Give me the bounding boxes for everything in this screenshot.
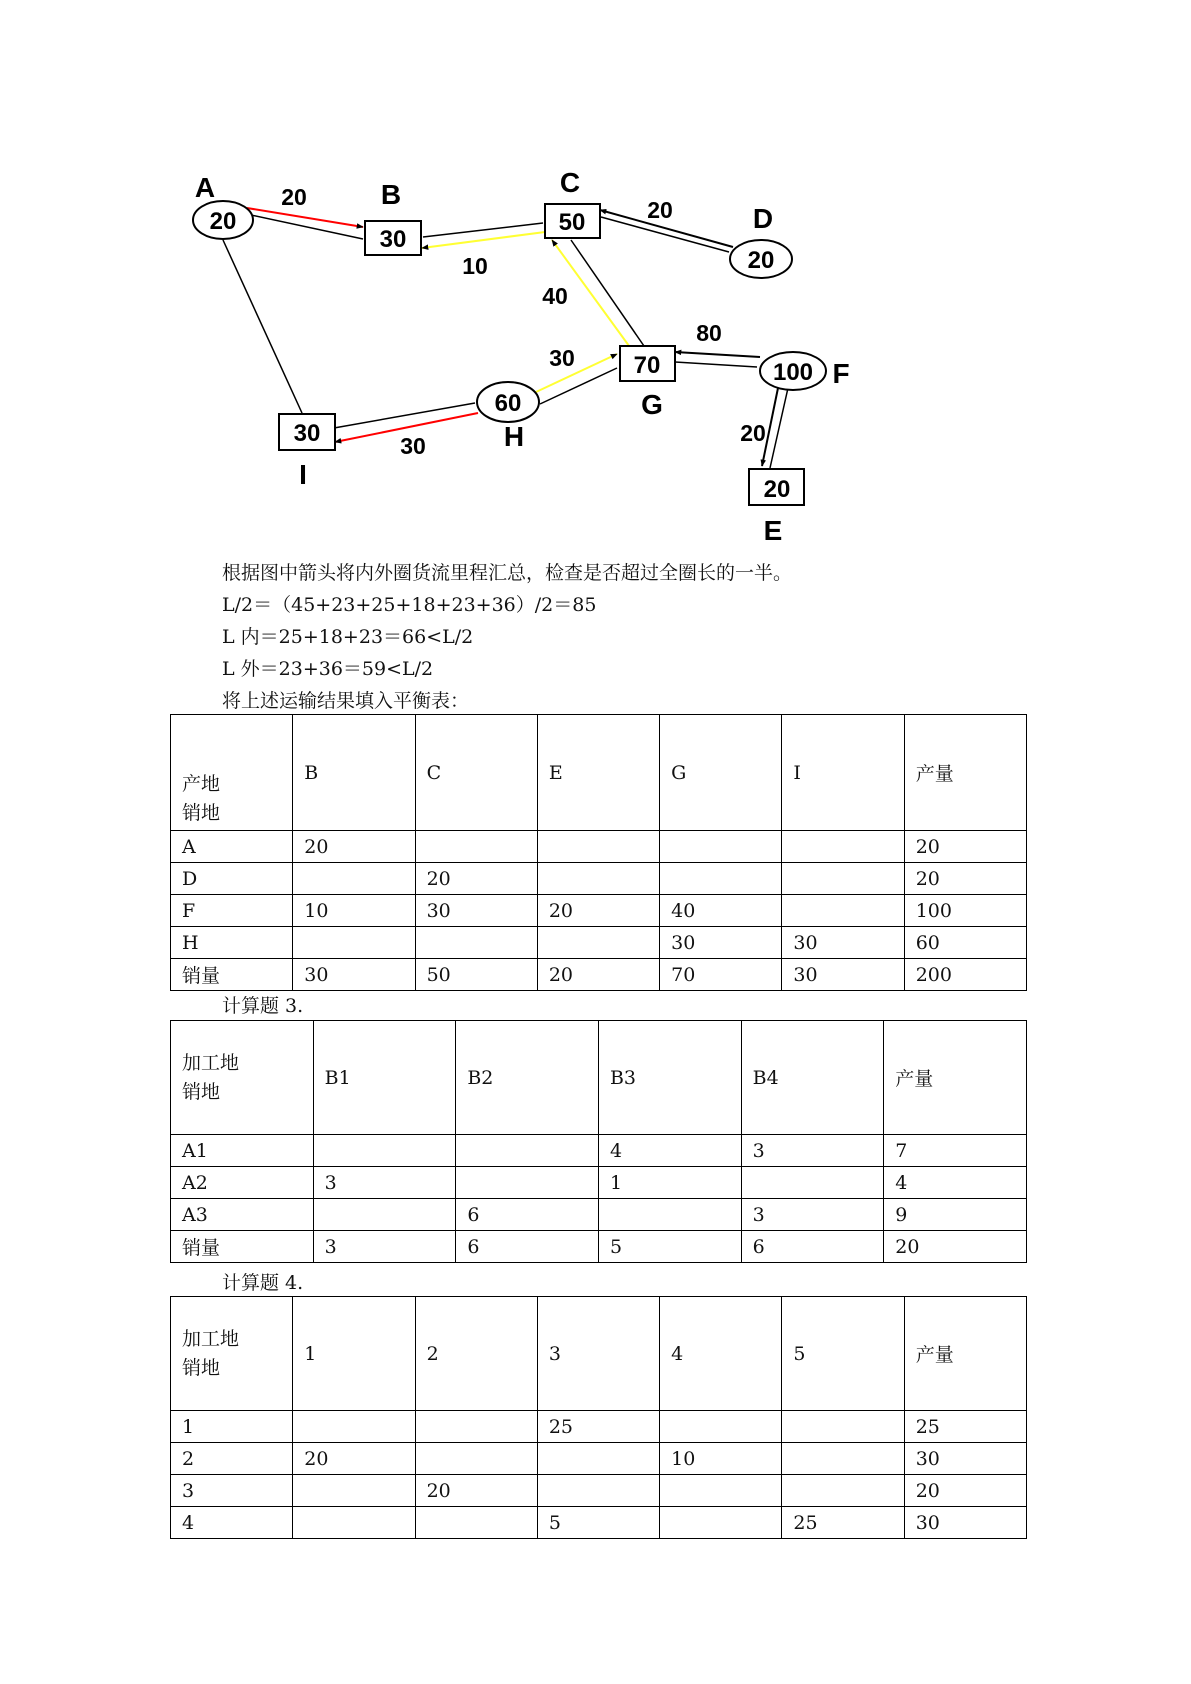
- balance-table-2: [170, 1020, 1027, 1263]
- table-cell: 50: [415, 959, 537, 991]
- node-A-value: 20: [209, 208, 237, 235]
- table-cell: 3: [741, 1199, 884, 1231]
- table-cell: 4: [598, 1135, 741, 1167]
- node-D: [730, 203, 792, 278]
- distance-B-C: 10: [462, 253, 488, 279]
- corner-origin-label: 加工地: [182, 1051, 240, 1074]
- node-H-label: H: [503, 421, 525, 452]
- column-header: 产量: [904, 715, 1026, 831]
- table-cell: 6: [741, 1231, 884, 1263]
- table-cell: [741, 1167, 884, 1199]
- table-cell: F: [171, 895, 293, 927]
- road-G-H: [540, 368, 617, 404]
- table-cell: [415, 1507, 537, 1539]
- column-header: 产量: [884, 1021, 1027, 1135]
- table-cell: [782, 895, 904, 927]
- node-H-value: 60: [494, 390, 522, 417]
- node-B: [365, 179, 421, 255]
- distance-H-I: 30: [400, 433, 426, 459]
- node-B-value: 30: [379, 226, 407, 253]
- balance-table-3: [170, 1296, 1027, 1539]
- table-corner-cell: [171, 715, 293, 831]
- corner-origin-label: 产地: [182, 773, 221, 795]
- table-cell: 100: [904, 895, 1026, 927]
- table-row: [171, 1507, 1027, 1539]
- table-row: [171, 831, 1027, 863]
- distance-A-B: 20: [281, 184, 307, 210]
- table-cell: [293, 1507, 415, 1539]
- table-cell: [537, 1475, 659, 1507]
- formula-half-length: L/2＝（45+23+25+18+23+36）/2＝85: [222, 594, 597, 616]
- table-cell: 1: [171, 1411, 293, 1443]
- table-cell: 20: [904, 831, 1026, 863]
- table-cell: 6: [456, 1231, 599, 1263]
- table-cell: [456, 1135, 599, 1167]
- heading-problem-3: 计算题 3.: [222, 995, 304, 1017]
- road-C-G: [571, 240, 644, 346]
- node-F-label: F: [832, 358, 850, 389]
- table-cell: [293, 1475, 415, 1507]
- table-cell: 25: [537, 1411, 659, 1443]
- column-header: B2: [456, 1021, 599, 1135]
- table-cell: 20: [537, 959, 659, 991]
- distance-F-E: 20: [740, 420, 766, 446]
- table-cell: 4: [884, 1167, 1027, 1199]
- table-header-row: [171, 1297, 1027, 1411]
- column-header: B4: [741, 1021, 884, 1135]
- table-cell: A3: [171, 1199, 314, 1231]
- table-cell: 20: [293, 1443, 415, 1475]
- table-cell: 20: [904, 1475, 1026, 1507]
- distance-C-D: 20: [647, 197, 673, 223]
- distance-C-G: 40: [542, 283, 568, 309]
- flow-F-to-G: [675, 352, 760, 357]
- node-E-label: E: [763, 515, 783, 546]
- table-cell: [313, 1199, 456, 1231]
- road-A-I: [223, 240, 302, 413]
- balance-table-1: [170, 714, 1027, 991]
- table-cell: [782, 831, 904, 863]
- table-cell: 10: [660, 1443, 782, 1475]
- node-H: [477, 382, 539, 452]
- table-cell: 销量: [171, 959, 293, 991]
- table-cell: [660, 1507, 782, 1539]
- table-cell: [456, 1167, 599, 1199]
- node-C-label: C: [559, 167, 581, 198]
- table-corner-cell: [171, 1021, 314, 1135]
- node-C: [545, 167, 600, 238]
- column-header: 5: [782, 1297, 904, 1411]
- table-cell: 30: [904, 1443, 1026, 1475]
- node-G-label: G: [641, 389, 663, 420]
- corner-destination-label: 销地: [182, 1356, 221, 1379]
- table-row: [171, 1167, 1027, 1199]
- table-cell: 30: [415, 895, 537, 927]
- distance-G-H: 30: [549, 345, 575, 371]
- table-cell: [415, 1443, 537, 1475]
- table-cell: [293, 927, 415, 959]
- table-header-row: [171, 1021, 1027, 1135]
- table-cell: 9: [884, 1199, 1027, 1231]
- table-row: [171, 1411, 1027, 1443]
- table-cell: 20: [537, 895, 659, 927]
- road-H-I: [334, 403, 475, 428]
- corner-destination-label: 销地: [182, 802, 221, 824]
- column-header: B: [293, 715, 415, 831]
- table-cell: 3: [171, 1475, 293, 1507]
- node-G: [620, 346, 675, 420]
- table-cell: [782, 863, 904, 895]
- table-cell: 3: [313, 1231, 456, 1263]
- table-cell: [537, 831, 659, 863]
- column-header: I: [782, 715, 904, 831]
- table-cell: 30: [660, 927, 782, 959]
- table-cell: A2: [171, 1167, 314, 1199]
- table-cell: [313, 1135, 456, 1167]
- node-A: [193, 172, 253, 239]
- table-row: [171, 895, 1027, 927]
- table-cell: A: [171, 831, 293, 863]
- heading-problem-4: 计算题 4.: [222, 1272, 304, 1294]
- table-cell: [415, 1411, 537, 1443]
- node-D-value: 20: [747, 247, 775, 274]
- table-cell: 30: [904, 1507, 1026, 1539]
- table-cell: 70: [660, 959, 782, 991]
- table-cell: 5: [598, 1231, 741, 1263]
- table-cell: 5: [537, 1507, 659, 1539]
- formula-inner-loop: L 内＝25+18+23＝66<L/2: [222, 626, 474, 648]
- column-header: B1: [313, 1021, 456, 1135]
- table-cell: [782, 1443, 904, 1475]
- column-header: 3: [537, 1297, 659, 1411]
- table-header-row: [171, 715, 1027, 831]
- road-G-F: [675, 362, 757, 367]
- table-cell: 20: [415, 863, 537, 895]
- table-cell: [293, 1411, 415, 1443]
- table-cell: 30: [782, 927, 904, 959]
- table-cell: 60: [904, 927, 1026, 959]
- column-header: 4: [660, 1297, 782, 1411]
- table-cell: [782, 1475, 904, 1507]
- table-cell: [537, 927, 659, 959]
- table-cell: 6: [456, 1199, 599, 1231]
- column-header: E: [537, 715, 659, 831]
- table-cell: [537, 863, 659, 895]
- table-cell: [415, 831, 537, 863]
- table-cell: 20: [293, 831, 415, 863]
- table-cell: 3: [741, 1135, 884, 1167]
- table-cell: 200: [904, 959, 1026, 991]
- node-C-value: 50: [558, 209, 586, 236]
- table-row: [171, 1199, 1027, 1231]
- table-cell: A1: [171, 1135, 314, 1167]
- node-D-label: D: [752, 203, 774, 234]
- table-cell: 10: [293, 895, 415, 927]
- column-header: G: [660, 715, 782, 831]
- table-cell: 30: [782, 959, 904, 991]
- column-header: 2: [415, 1297, 537, 1411]
- node-B-label: B: [380, 179, 402, 210]
- table-cell: [660, 1411, 782, 1443]
- table-cell: 2: [171, 1443, 293, 1475]
- table-cell: 7: [884, 1135, 1027, 1167]
- table-row: [171, 1475, 1027, 1507]
- table-row-total: [171, 1231, 1027, 1263]
- node-E: [749, 469, 804, 546]
- node-F: [760, 352, 850, 390]
- column-header: C: [415, 715, 537, 831]
- table-row: [171, 863, 1027, 895]
- table-cell: 3: [313, 1167, 456, 1199]
- column-header: B3: [598, 1021, 741, 1135]
- corner-origin-label: 加工地: [182, 1327, 240, 1350]
- table-cell: 25: [782, 1507, 904, 1539]
- table-cell: 1: [598, 1167, 741, 1199]
- table-cell: [293, 863, 415, 895]
- node-F-value: 100: [772, 359, 814, 386]
- node-I-label: I: [299, 459, 307, 490]
- column-header: 1: [293, 1297, 415, 1411]
- table-row: [171, 1135, 1027, 1167]
- paragraph-summary: 根据图中箭头将内外圈货流里程汇总，检查是否超过全圈长的一半。: [222, 562, 793, 584]
- table-cell: 20: [884, 1231, 1027, 1263]
- table-cell: D: [171, 863, 293, 895]
- table-row-total: [171, 959, 1027, 991]
- node-G-value: 70: [633, 352, 661, 379]
- transport-network-diagram: [0, 0, 1191, 560]
- node-I: [279, 414, 335, 490]
- table-cell: [415, 927, 537, 959]
- distance-G-F: 80: [696, 320, 722, 346]
- table-cell: H: [171, 927, 293, 959]
- table-cell: 4: [171, 1507, 293, 1539]
- road-F-E: [770, 388, 788, 468]
- table-corner-cell: [171, 1297, 293, 1411]
- table-row: [171, 927, 1027, 959]
- table-cell: [660, 1475, 782, 1507]
- table-cell: 20: [415, 1475, 537, 1507]
- node-E-value: 20: [763, 476, 791, 503]
- column-header: 产量: [904, 1297, 1026, 1411]
- table-row: [171, 1443, 1027, 1475]
- table-cell: 销量: [171, 1231, 314, 1263]
- paragraph-fill-table: 将上述运输结果填入平衡表：: [222, 690, 470, 712]
- table-cell: [660, 831, 782, 863]
- table-cell: [537, 1443, 659, 1475]
- table-cell: 30: [293, 959, 415, 991]
- table-cell: 20: [904, 863, 1026, 895]
- table-cell: [782, 1411, 904, 1443]
- node-I-value: 30: [293, 420, 321, 447]
- formula-outer-loop: L 外＝23+36＝59<L/2: [222, 658, 434, 680]
- table-cell: 25: [904, 1411, 1026, 1443]
- table-cell: [660, 863, 782, 895]
- table-cell: [598, 1199, 741, 1231]
- node-A-label: A: [194, 172, 216, 203]
- table-cell: 40: [660, 895, 782, 927]
- corner-destination-label: 销地: [182, 1080, 221, 1103]
